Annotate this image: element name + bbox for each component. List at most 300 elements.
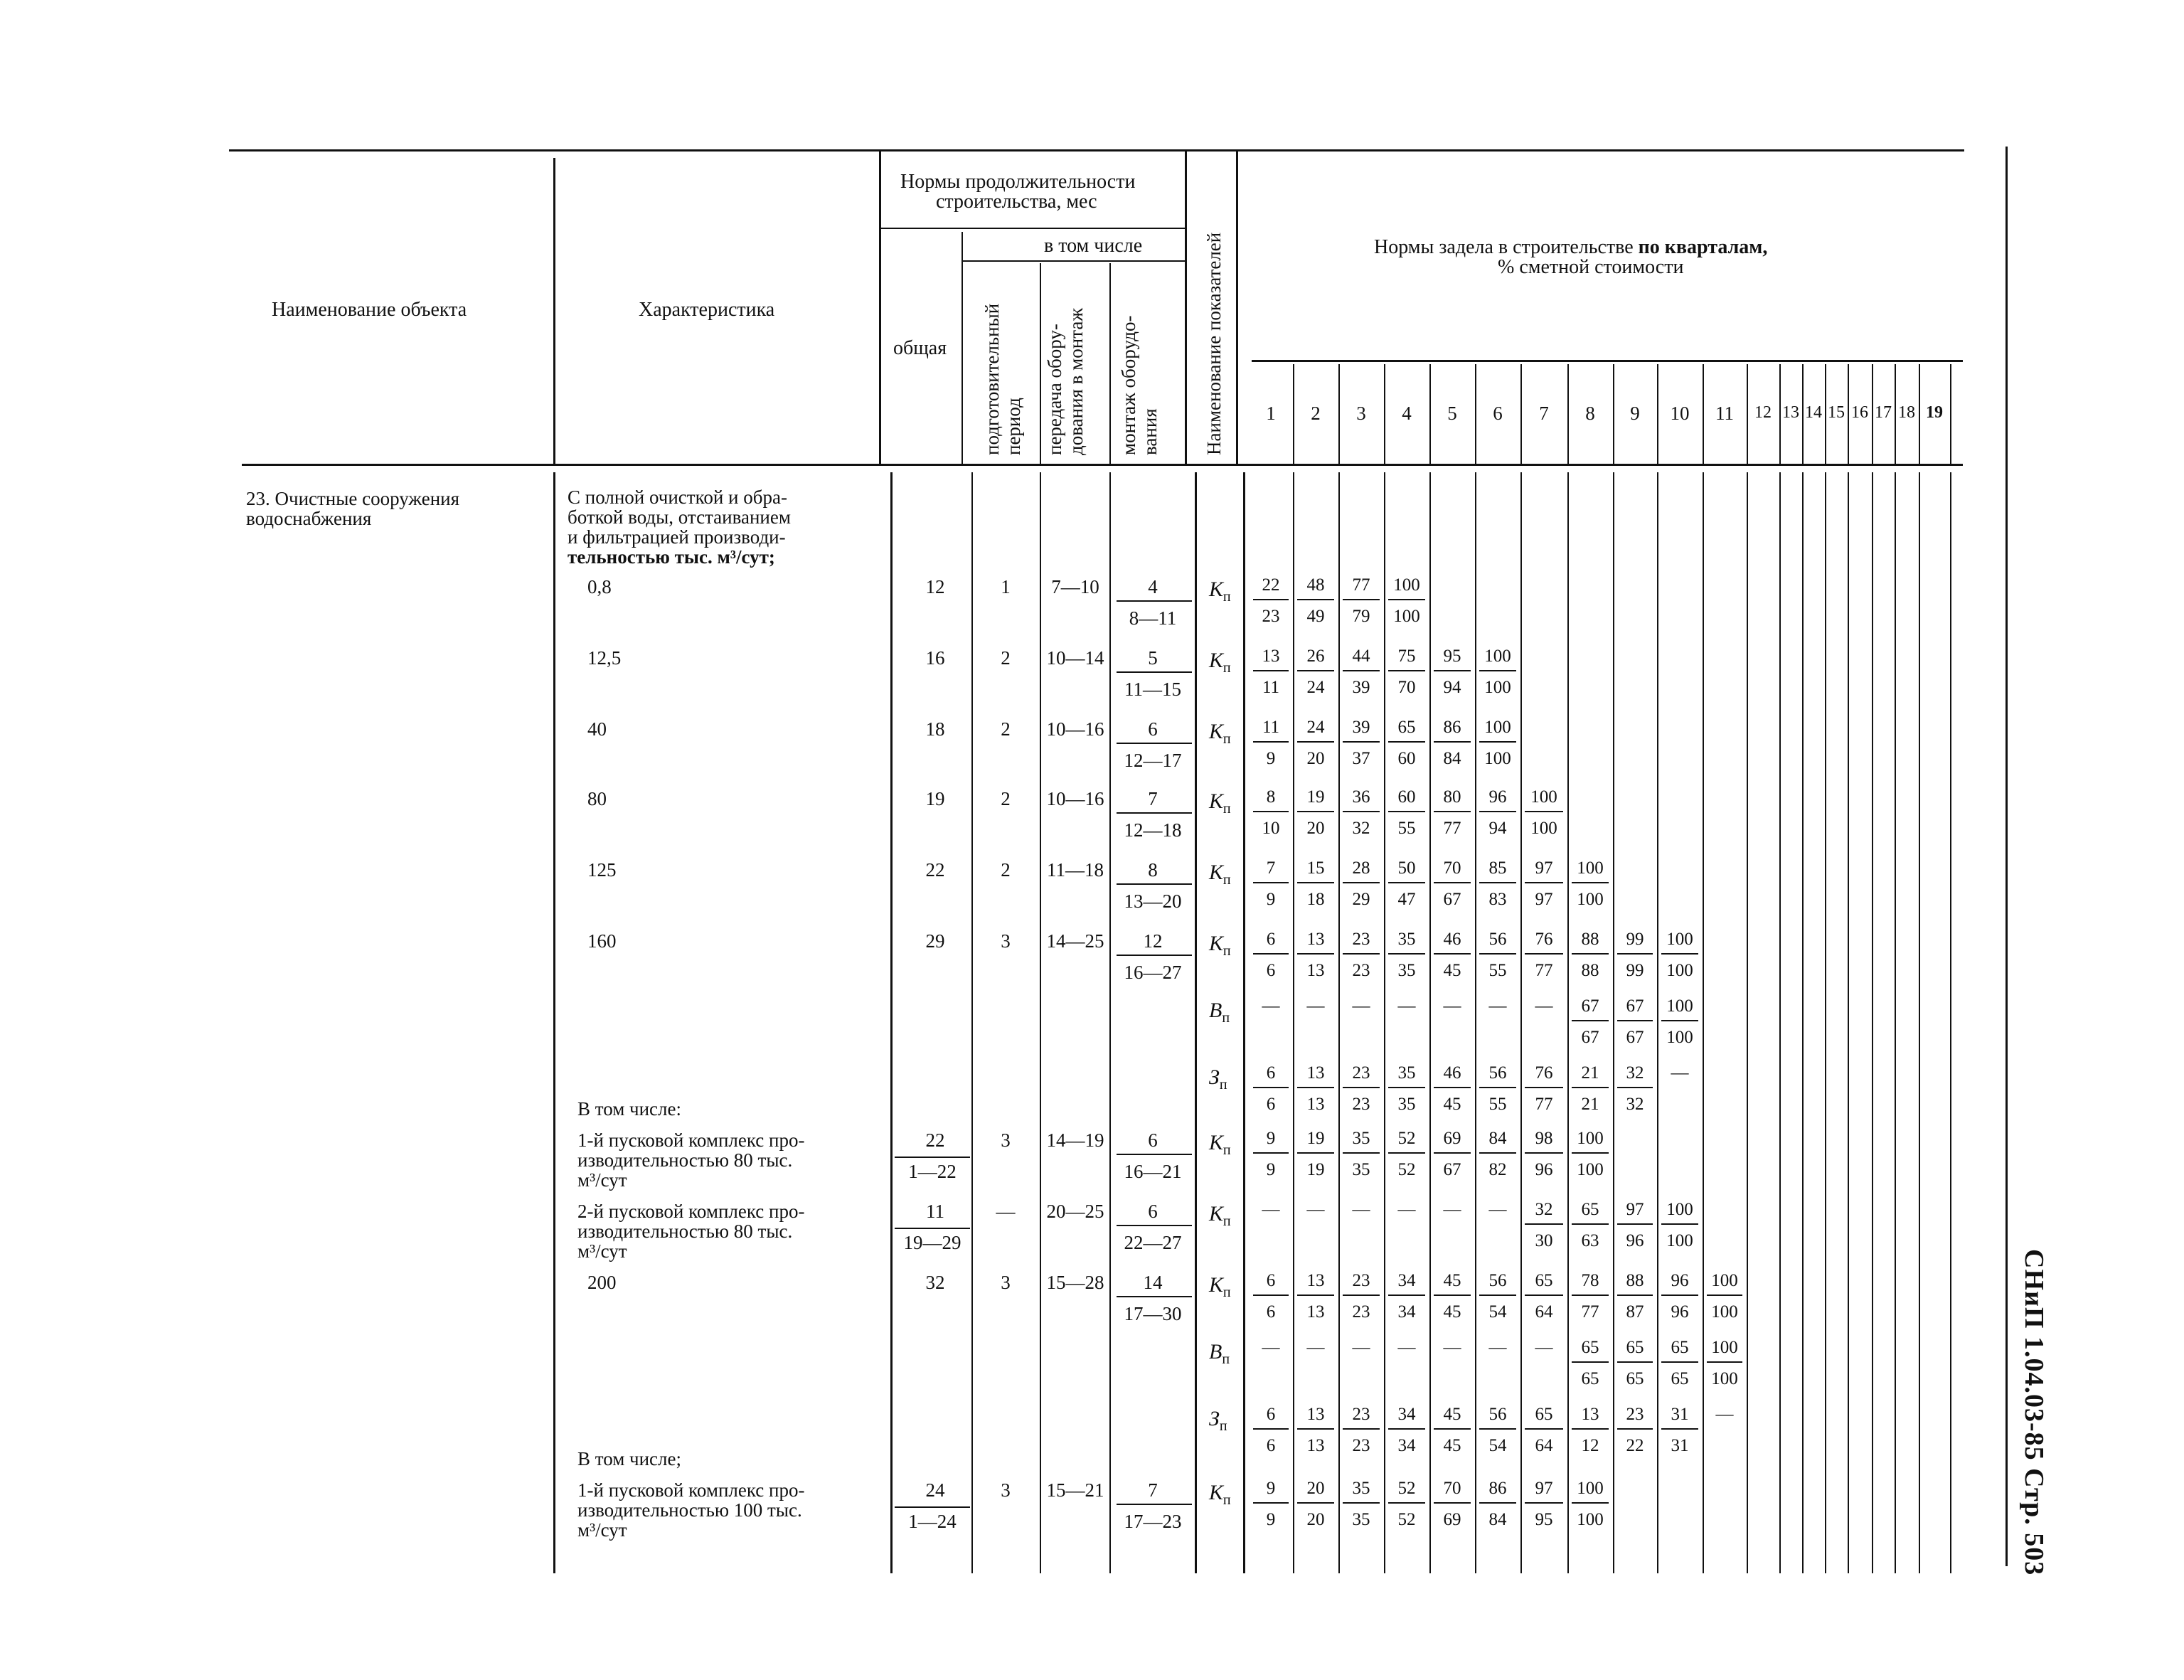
fraction-rule — [1253, 1502, 1289, 1504]
backlog-value-bottom: 37 — [1352, 749, 1370, 768]
backlog-value-top: 9 — [1266, 1479, 1276, 1498]
fraction-rule — [1253, 811, 1289, 812]
fraction-rule — [1253, 1294, 1289, 1296]
total-range: 19—29 — [903, 1232, 962, 1253]
equipment-transfer: 14—25 — [1046, 930, 1104, 952]
backlog-value-top: 78 — [1581, 1271, 1599, 1290]
indicator-subscript: п — [1222, 731, 1231, 747]
backlog-value-top: 9 — [1266, 1129, 1276, 1148]
backlog-value-bottom: 100 — [1711, 1302, 1738, 1322]
fraction-rule — [895, 1506, 970, 1508]
indicator-subscript: п — [1222, 589, 1231, 605]
backlog-value-top: — — [1443, 996, 1461, 1016]
backlog-value-bottom: 45 — [1443, 1436, 1461, 1455]
quarter-header: 11 — [1715, 403, 1734, 424]
char-text: м³/сут — [577, 1240, 627, 1262]
backlog-value-top: 100 — [1393, 575, 1420, 595]
prep-period: 3 — [1001, 1479, 1011, 1501]
backlog-value-top: 95 — [1443, 647, 1461, 666]
fraction-rule — [1617, 1361, 1653, 1363]
quarter-body-line — [1779, 472, 1781, 1573]
backlog-value-bottom: 31 — [1671, 1436, 1689, 1455]
fraction-rule — [1388, 741, 1425, 743]
fraction-rule — [1253, 1087, 1289, 1088]
backlog-value-top: — — [1488, 1200, 1507, 1219]
fraction-rule — [1343, 1502, 1380, 1504]
backlog-value-bottom: 39 — [1352, 678, 1370, 697]
fraction-rule — [895, 1228, 970, 1229]
indicator-letter: К — [1209, 790, 1223, 813]
fraction-rule — [1343, 670, 1380, 671]
char-text: м³/сут — [577, 1169, 627, 1191]
backlog-value-top: — — [1397, 1200, 1416, 1219]
backlog-value-top: 100 — [1484, 647, 1511, 666]
quarter-header: 1 — [1266, 403, 1276, 424]
backlog-value-bottom: 55 — [1397, 819, 1416, 838]
fraction-rule — [1661, 953, 1698, 955]
quarter-col-line — [1950, 364, 1951, 464]
indicator-symbol — [1209, 1275, 1231, 1299]
fraction-rule — [1388, 1152, 1425, 1154]
backlog-value-top: 86 — [1443, 718, 1461, 737]
backlog-value-top: 60 — [1397, 787, 1416, 807]
backlog-value-bottom: 35 — [1352, 1510, 1370, 1529]
indicator-letter: К — [1209, 1273, 1223, 1297]
backlog-value-top: 56 — [1488, 1271, 1507, 1290]
fraction-rule — [1479, 1502, 1516, 1504]
backlog-value-bottom: 35 — [1397, 1095, 1416, 1114]
quarter-body-line — [1747, 472, 1748, 1573]
backlog-value-bottom: 79 — [1352, 607, 1370, 626]
equipment-transfer: 7—10 — [1051, 576, 1099, 597]
backlog-value-bottom: 69 — [1443, 1510, 1461, 1529]
equipment-install-range: 17—30 — [1124, 1303, 1182, 1324]
backlog-value-top: 19 — [1306, 787, 1325, 807]
backlog-value-top: 13 — [1581, 1405, 1599, 1424]
backlog-value-bottom: 83 — [1488, 890, 1507, 909]
equipment-transfer: 15—21 — [1046, 1479, 1104, 1501]
body-sep-prep — [1040, 472, 1041, 1573]
fraction-rule — [1253, 1428, 1289, 1430]
equipment-install-range: 8—11 — [1129, 607, 1177, 629]
fraction-rule — [1661, 1223, 1698, 1225]
indicator-letter: В — [1209, 999, 1222, 1022]
fraction-rule — [1297, 741, 1334, 743]
backlog-value-bottom: 96 — [1626, 1231, 1644, 1250]
fraction-rule — [1661, 1020, 1698, 1021]
fraction-rule — [1343, 1294, 1380, 1296]
col-sep-char — [879, 149, 881, 464]
indicator-symbol — [1209, 862, 1231, 887]
indicator-subscript: п — [1222, 1492, 1231, 1508]
fraction-rule — [1617, 1020, 1653, 1021]
indicator-subscript: п — [1222, 1351, 1230, 1367]
fraction-rule — [1572, 1502, 1609, 1504]
backlog-value-top: 35 — [1352, 1129, 1370, 1148]
quarter-header: 10 — [1670, 403, 1690, 424]
backlog-value-top: 23 — [1352, 1405, 1370, 1424]
backlog-value-bottom: 23 — [1262, 607, 1280, 626]
fraction-rule — [1572, 1020, 1609, 1021]
indicator-symbol — [1209, 1408, 1227, 1433]
fraction-rule — [1479, 670, 1516, 671]
fraction-rule — [1253, 670, 1289, 671]
backlog-value-bottom: 20 — [1306, 819, 1325, 838]
backlog-value-bottom: 6 — [1266, 961, 1276, 980]
backlog-value-bottom: 54 — [1488, 1436, 1507, 1455]
backlog-value-bottom: 99 — [1626, 961, 1644, 980]
fraction-rule — [1572, 1361, 1609, 1363]
fraction-rule — [1297, 1428, 1334, 1430]
backlog-value-top: 23 — [1352, 930, 1370, 949]
quarter-header: 19 — [1926, 403, 1943, 422]
duration-sub-rule — [880, 228, 1185, 229]
object-name-line2: водоснабжения — [246, 508, 372, 529]
quarter-header: 16 — [1851, 403, 1868, 422]
equipment-install-range: 13—20 — [1124, 890, 1182, 912]
backlog-value-bottom: 22 — [1626, 1436, 1644, 1455]
backlog-value-top: 46 — [1443, 930, 1461, 949]
equipment-install: 7 — [1148, 788, 1158, 809]
backlog-value-top: — — [1352, 1200, 1370, 1219]
equipment-install-range: 12—18 — [1124, 819, 1182, 841]
backlog-value-top: 100 — [1666, 1200, 1693, 1219]
fraction-rule — [1343, 741, 1380, 743]
fraction-rule — [1661, 1361, 1698, 1363]
fraction-rule — [1479, 1087, 1516, 1088]
backlog-value-bottom: 84 — [1443, 749, 1461, 768]
backlog-value-top: 100 — [1577, 1129, 1604, 1148]
backlog-value-bottom: 82 — [1488, 1160, 1507, 1179]
backlog-value-bottom: 30 — [1535, 1231, 1553, 1250]
backlog-value-bottom: 52 — [1397, 1510, 1416, 1529]
fraction-rule — [1572, 1294, 1609, 1296]
backlog-value-bottom: 11 — [1262, 678, 1280, 697]
indicator-subscript: п — [1219, 1077, 1227, 1092]
backlog-value-top: 32 — [1626, 1063, 1644, 1083]
prep-period: 2 — [1001, 718, 1011, 740]
backlog-value-top: 13 — [1306, 930, 1325, 949]
backlog-value-top: — — [1488, 996, 1507, 1016]
backlog-value-top: 88 — [1626, 1271, 1644, 1290]
quarter-header: 17 — [1875, 403, 1892, 422]
equipment-install: 4 — [1148, 576, 1158, 597]
quarter-body-line — [1802, 472, 1804, 1573]
equipment-install: 7 — [1148, 1479, 1158, 1501]
fraction-rule — [1572, 1428, 1609, 1430]
fraction-rule — [1343, 953, 1380, 955]
backlog-value-top: 100 — [1666, 996, 1693, 1016]
indicator-letter: К — [1209, 1202, 1223, 1226]
fraction-rule — [1525, 1428, 1563, 1430]
backlog-value-top: — — [1262, 1200, 1280, 1219]
backlog-value-bottom: 32 — [1352, 819, 1370, 838]
fraction-rule — [1572, 1223, 1609, 1225]
backlog-value-top: 8 — [1266, 787, 1276, 807]
fraction-rule — [1117, 1154, 1192, 1155]
backlog-value-bottom: 77 — [1535, 1095, 1553, 1114]
backlog-value-top: 96 — [1488, 787, 1507, 807]
fraction-rule — [1434, 1087, 1471, 1088]
body-sep-total — [971, 472, 973, 1573]
quarter-body-line — [1919, 472, 1920, 1573]
fraction-rule — [1297, 953, 1334, 955]
backlog-value-top: 13 — [1306, 1271, 1325, 1290]
total-duration: 18 — [925, 718, 945, 740]
backlog-value-top: 76 — [1535, 930, 1553, 949]
backlog-value-top: 97 — [1535, 1479, 1553, 1498]
indicator-symbol — [1209, 579, 1231, 604]
header-bottom-rule — [242, 464, 1963, 466]
backlog-value-bottom: 23 — [1352, 1302, 1370, 1322]
backlog-value-top: 80 — [1443, 787, 1461, 807]
fraction-rule — [1253, 882, 1289, 883]
prep-period: 3 — [1001, 1272, 1011, 1293]
backlog-value-bottom: 67 — [1443, 1160, 1461, 1179]
backlog-value-top: 85 — [1488, 858, 1507, 878]
backlog-value-bottom: 12 — [1581, 1436, 1599, 1455]
body-sep-transfer — [1109, 472, 1111, 1573]
fraction-rule — [1479, 741, 1516, 743]
equipment-install-range: 16—21 — [1124, 1161, 1182, 1182]
backlog-value-bottom: 20 — [1306, 749, 1325, 768]
equipment-install: 6 — [1148, 1201, 1158, 1222]
char-text: изводительностью 80 тыс. — [577, 1221, 793, 1242]
backlog-value-top: 19 — [1306, 1129, 1325, 1148]
backlog-value-bottom: 45 — [1443, 1302, 1461, 1322]
fraction-rule — [1117, 955, 1192, 956]
fraction-rule — [1297, 811, 1334, 812]
quarter-body-line — [1825, 472, 1826, 1573]
fraction-rule — [1525, 1294, 1563, 1296]
backlog-value-top: 69 — [1443, 1129, 1461, 1148]
fraction-rule — [1525, 1502, 1563, 1504]
fraction-rule — [1434, 741, 1471, 743]
header-install: монтаж оборудо- вания — [1118, 315, 1161, 455]
fraction-rule — [1479, 811, 1516, 812]
backlog-value-bottom: 6 — [1266, 1436, 1276, 1455]
fraction-rule — [1388, 811, 1425, 812]
backlog-value-bottom: 67 — [1626, 1028, 1644, 1047]
prep-period: 1 — [1001, 576, 1011, 597]
backlog-value-top: 65 — [1626, 1338, 1644, 1357]
total-duration: 29 — [925, 930, 945, 952]
total-duration: 22 — [925, 859, 945, 881]
backlog-value-bottom: 64 — [1535, 1436, 1553, 1455]
backlog-value-top: — — [1671, 1063, 1689, 1083]
backlog-value-bottom: 21 — [1581, 1095, 1599, 1114]
capacity-value: 125 — [587, 859, 617, 881]
equipment-install: 12 — [1143, 930, 1163, 952]
backlog-value-bottom: 97 — [1535, 890, 1553, 909]
including-sub-rule — [963, 260, 1185, 262]
backlog-value-top: 76 — [1535, 1063, 1553, 1083]
backlog-value-top: 23 — [1352, 1063, 1370, 1083]
quarter-header: 2 — [1311, 403, 1321, 424]
fraction-rule — [1434, 811, 1471, 812]
backlog-value-top: 36 — [1352, 787, 1370, 807]
char-text: 1-й пусковой комплекс про- — [577, 1129, 805, 1151]
backlog-value-bottom: 54 — [1488, 1302, 1507, 1322]
fraction-rule — [1297, 670, 1334, 671]
indicator-subscript: п — [1222, 1010, 1230, 1026]
fraction-rule — [1525, 811, 1563, 812]
fraction-rule — [1343, 1428, 1380, 1430]
char-line2: боткой воды, отстаиванием — [568, 506, 791, 528]
quarter-body-line — [1895, 472, 1896, 1573]
subgroup-label: В том числе; — [577, 1448, 681, 1469]
backlog-value-bottom: 63 — [1581, 1231, 1599, 1250]
backlog-value-bottom: 13 — [1306, 961, 1325, 980]
header-indicator: Наименование показателей — [1203, 232, 1225, 455]
backlog-value-top: 97 — [1535, 858, 1553, 878]
backlog-value-bottom: 100 — [1711, 1369, 1738, 1388]
fraction-rule — [1297, 599, 1334, 600]
backlog-value-top: 11 — [1262, 718, 1280, 737]
fraction-rule — [1388, 1087, 1425, 1088]
backlog-value-bottom: 9 — [1266, 1160, 1276, 1179]
fraction-rule — [1707, 1294, 1742, 1296]
quarter-header: 4 — [1402, 403, 1412, 424]
backlog-value-bottom: 100 — [1666, 1231, 1693, 1250]
backlog-value-bottom: 45 — [1443, 1095, 1461, 1114]
backlog-value-top: 6 — [1266, 1271, 1276, 1290]
backlog-value-top: 13 — [1262, 647, 1280, 666]
body-sep-install — [1195, 472, 1197, 1573]
fraction-rule — [1434, 953, 1471, 955]
backlog-value-top: 48 — [1306, 575, 1325, 595]
equipment-transfer: 14—19 — [1046, 1129, 1104, 1151]
quarter-header: 12 — [1754, 403, 1772, 422]
total-duration: 11 — [926, 1201, 944, 1222]
indicator-symbol — [1209, 1203, 1231, 1228]
backlog-value-top: — — [1352, 996, 1370, 1016]
quarter-header: 15 — [1828, 403, 1845, 422]
fraction-rule — [1617, 1294, 1653, 1296]
backlog-value-top: 32 — [1535, 1200, 1553, 1219]
backlog-value-top: 21 — [1581, 1063, 1599, 1083]
backlog-value-bottom: 77 — [1443, 819, 1461, 838]
backlog-value-top: — — [1443, 1200, 1461, 1219]
backlog-value-top: 6 — [1266, 1405, 1276, 1424]
backlog-value-bottom: 77 — [1535, 961, 1553, 980]
backlog-value-top: 7 — [1266, 858, 1276, 878]
fraction-rule — [1388, 1294, 1425, 1296]
header-backlog-line1: Нормы задела в строительстве по кварталам, — [1374, 236, 1768, 258]
backlog-value-top: 100 — [1666, 930, 1693, 949]
backlog-value-bottom: 19 — [1306, 1160, 1325, 1179]
prep-period: — — [996, 1201, 1016, 1222]
side-label: СНиП 1.04.03-85 Стр. 503 — [2019, 1249, 2049, 1576]
fraction-rule — [1253, 953, 1289, 955]
fraction-rule — [1388, 1428, 1425, 1430]
quarter-body-line — [1848, 472, 1849, 1573]
equipment-install: 6 — [1148, 718, 1158, 740]
total-duration: 24 — [925, 1479, 945, 1501]
backlog-value-top: — — [1306, 1338, 1325, 1357]
fraction-rule — [1343, 811, 1380, 812]
backlog-value-bottom: 100 — [1666, 1028, 1693, 1047]
indicator-symbol — [1209, 1000, 1230, 1025]
backlog-value-bottom: 100 — [1484, 749, 1511, 768]
backlog-value-top: — — [1535, 1338, 1553, 1357]
backlog-value-top: 6 — [1266, 1063, 1276, 1083]
col-sep-install — [1185, 149, 1187, 464]
body-sep-char — [890, 472, 893, 1573]
equipment-install-range: 22—27 — [1124, 1232, 1182, 1253]
backlog-value-top: — — [1488, 1338, 1507, 1357]
backlog-value-bottom: 45 — [1443, 961, 1461, 980]
header-including: в том числе — [1044, 235, 1143, 257]
backlog-value-top: — — [1397, 1338, 1416, 1357]
backlog-value-bottom: 24 — [1306, 678, 1325, 697]
total-duration: 22 — [925, 1129, 945, 1151]
backlog-value-bottom: 60 — [1397, 749, 1416, 768]
backlog-value-bottom: 100 — [1577, 890, 1604, 909]
backlog-value-bottom: 100 — [1666, 961, 1693, 980]
indicator-subscript: п — [1219, 1418, 1227, 1434]
prep-period: 3 — [1001, 1129, 1011, 1151]
backlog-value-bottom: 65 — [1671, 1369, 1689, 1388]
indicator-symbol — [1209, 1067, 1227, 1092]
fraction-rule — [1661, 1294, 1698, 1296]
char-text: изводительностью 100 тыс. — [577, 1499, 802, 1521]
quarter-header: 8 — [1585, 403, 1595, 424]
prep-period: 3 — [1001, 930, 1011, 952]
total-duration: 19 — [925, 788, 945, 809]
equipment-install-range: 16—27 — [1124, 962, 1182, 983]
char-line1: С полной очисткой и обра- — [568, 487, 787, 508]
backlog-value-top: 84 — [1488, 1129, 1507, 1148]
backlog-value-top: 97 — [1626, 1200, 1644, 1219]
fraction-rule — [1525, 882, 1563, 883]
indicator-letter: К — [1209, 649, 1223, 672]
backlog-value-top: 65 — [1671, 1338, 1689, 1357]
backlog-value-bottom: 100 — [1530, 819, 1557, 838]
backlog-value-top: 65 — [1535, 1271, 1553, 1290]
col-sep-transfer — [1109, 263, 1111, 464]
fraction-rule — [1434, 1152, 1471, 1154]
fraction-rule — [1572, 1152, 1609, 1154]
fraction-rule — [1434, 882, 1471, 883]
backlog-value-bottom: 67 — [1581, 1028, 1599, 1047]
fraction-rule — [1617, 953, 1653, 955]
fraction-rule — [1479, 953, 1516, 955]
backlog-value-top: 75 — [1397, 647, 1416, 666]
fraction-rule — [1617, 1087, 1653, 1088]
indicator-letter: К — [1209, 932, 1223, 955]
indicator-symbol — [1209, 791, 1231, 816]
equipment-install-range: 17—23 — [1124, 1511, 1182, 1532]
backlog-value-bottom: 100 — [1393, 607, 1420, 626]
fraction-rule — [1117, 1296, 1192, 1297]
fraction-rule — [1617, 1428, 1653, 1430]
fraction-rule — [1388, 882, 1425, 883]
equipment-transfer: 20—25 — [1046, 1201, 1104, 1222]
backlog-value-top: 6 — [1266, 930, 1276, 949]
equipment-install: 8 — [1148, 859, 1158, 881]
backlog-value-bottom: 23 — [1352, 1436, 1370, 1455]
quarter-body-line — [1872, 472, 1873, 1573]
char-text: м³/сут — [577, 1519, 627, 1541]
header-prep: подготовительный период — [981, 303, 1024, 455]
equipment-install: 6 — [1148, 1129, 1158, 1151]
total-duration: 16 — [925, 647, 945, 669]
backlog-value-top: 65 — [1581, 1200, 1599, 1219]
object-name-line1: 23. Очистные сооружения — [246, 488, 460, 509]
equipment-install-range: 11—15 — [1124, 679, 1181, 700]
header-backlog-line2: % сметной стоимости — [1498, 256, 1684, 278]
